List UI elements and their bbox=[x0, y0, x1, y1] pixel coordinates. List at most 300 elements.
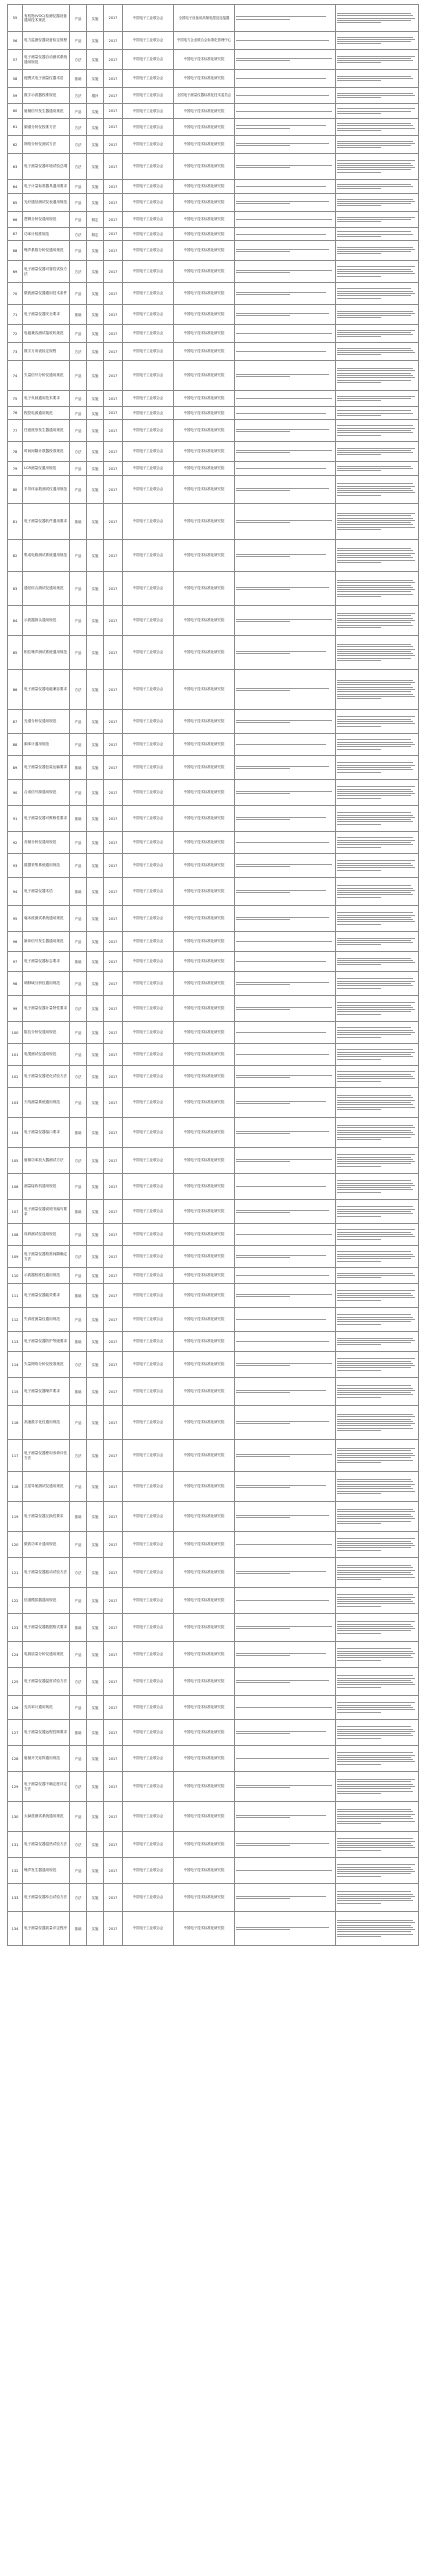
illegible-text-line bbox=[337, 589, 415, 590]
drafting-unit-cell: 中国电子技术标准化研究院 bbox=[174, 1378, 235, 1406]
work-status-cell: 实施 bbox=[87, 636, 104, 670]
illegible-text-line bbox=[337, 1621, 415, 1622]
illegible-text-line bbox=[236, 720, 332, 721]
row-number-cell: 93 bbox=[8, 854, 23, 878]
table-row bbox=[8, 1332, 419, 1352]
illegible-text-line bbox=[337, 1365, 415, 1366]
illegible-text-line bbox=[337, 13, 411, 14]
row-number-cell: 112 bbox=[8, 1308, 23, 1332]
illegible-text-line bbox=[337, 921, 415, 922]
illegible-text-line bbox=[337, 368, 413, 369]
illegible-text-line bbox=[236, 1131, 329, 1132]
plan-year-cell: 2017 bbox=[104, 180, 123, 194]
illegible-text-line bbox=[337, 892, 411, 893]
standard-name-cell: LCR测量仪通用规范 bbox=[23, 462, 70, 476]
illegible-text-line bbox=[236, 866, 290, 867]
row-number-cell: 119 bbox=[8, 1502, 23, 1532]
illegible-text-line bbox=[337, 582, 415, 583]
illegible-text-line bbox=[236, 1363, 332, 1364]
standard-name-cell: 音频分析仪通用规范 bbox=[23, 832, 70, 854]
scope-text-cell bbox=[235, 1912, 336, 1946]
table-row bbox=[8, 1858, 419, 1884]
row-number-cell: 79 bbox=[8, 462, 23, 476]
illegible-text-line bbox=[236, 1294, 332, 1295]
standard-name-cell: 电子测量仪器振动试验方法 bbox=[23, 1558, 70, 1588]
row-number-cell: 95 bbox=[8, 906, 23, 932]
scope-text-cell bbox=[235, 1174, 336, 1200]
plan-year-cell: 2017 bbox=[104, 1614, 123, 1642]
illegible-text-line bbox=[337, 1448, 415, 1449]
illegible-text-line bbox=[337, 1192, 381, 1193]
drafting-unit-cell: 中国电子技术标准化研究院 bbox=[174, 1772, 235, 1802]
illegible-text-line bbox=[337, 1078, 415, 1079]
work-status-cell: 实施 bbox=[87, 391, 104, 407]
illegible-text-line bbox=[236, 1275, 329, 1276]
illegible-text-line bbox=[337, 18, 415, 19]
responsible-organization-cell: 中国电子工业联合会 bbox=[123, 1802, 174, 1832]
row-number-cell: 59 bbox=[8, 88, 23, 104]
work-status-cell: 实施 bbox=[87, 1912, 104, 1946]
table-row bbox=[8, 952, 419, 972]
illegible-text-line bbox=[337, 1416, 415, 1417]
standard-name-cell: 集成电路测试系统通用规范 bbox=[23, 540, 70, 572]
illegible-text-line bbox=[236, 554, 326, 555]
illegible-text-line bbox=[337, 123, 411, 124]
illegible-text-line bbox=[236, 1454, 332, 1455]
scope-text-cell bbox=[235, 878, 336, 906]
drafting-unit-cell: 中国电子技术标准化研究院 bbox=[174, 606, 235, 636]
illegible-text-line bbox=[337, 483, 413, 484]
illegible-text-line bbox=[337, 742, 413, 743]
responsible-organization-cell: 中国电子工业联合会 bbox=[123, 1502, 174, 1532]
drafting-unit-cell: 中国电子技术标准化研究院 bbox=[174, 1332, 235, 1352]
table-row bbox=[8, 1088, 419, 1118]
responsible-organization-cell: 中国电子工业联合会 bbox=[123, 780, 174, 806]
illegible-text-line bbox=[337, 1712, 381, 1713]
illegible-text-line bbox=[236, 982, 329, 983]
scope-text-cell bbox=[235, 1406, 336, 1440]
drafting-unit-cell: 中国电子技术标准化研究院 bbox=[174, 734, 235, 756]
illegible-text-line bbox=[337, 291, 413, 292]
work-status-cell: 制定 bbox=[87, 212, 104, 228]
illegible-text-line bbox=[337, 1648, 411, 1649]
drafting-unit-cell: 中国电子技术标准化研究院 bbox=[174, 1802, 235, 1832]
responsible-organization-cell: 中国电子工业联合会 bbox=[123, 32, 174, 50]
illegible-text-line bbox=[337, 234, 413, 235]
table-row bbox=[8, 636, 419, 670]
illegible-text-line bbox=[236, 892, 290, 893]
table-row bbox=[8, 1148, 419, 1174]
scope-text-cell bbox=[235, 420, 336, 442]
row-number-cell: 101 bbox=[8, 1044, 23, 1066]
illegible-text-line bbox=[236, 111, 332, 112]
standard-name-cell: 数据采集系统通用规范 bbox=[23, 854, 70, 878]
illegible-text-line bbox=[337, 719, 411, 720]
plan-year-cell: 2017 bbox=[104, 1268, 123, 1284]
scope-text-cell bbox=[235, 283, 336, 305]
standard-name-cell: 微波功率计通用规范 bbox=[23, 1532, 70, 1558]
drafting-unit-cell: 中国电子技术标准化研究院 bbox=[174, 180, 235, 194]
work-status-cell: 实施 bbox=[87, 878, 104, 906]
table-row bbox=[8, 1642, 419, 1668]
illegible-text-line bbox=[337, 1300, 381, 1301]
table-row bbox=[8, 1066, 419, 1088]
illegible-text-line bbox=[337, 1786, 415, 1787]
table-row bbox=[8, 1884, 419, 1912]
illegible-text-line bbox=[337, 1920, 413, 1921]
illegible-text-line bbox=[337, 938, 415, 939]
illegible-text-line bbox=[337, 769, 413, 770]
scope-text-cell bbox=[235, 1532, 336, 1558]
illegible-text-line bbox=[236, 78, 326, 79]
drafting-unit-cell: 中国电子技术标准化研究院 bbox=[174, 154, 235, 180]
illegible-text-line bbox=[337, 1655, 411, 1656]
drafting-unit-cell: 中国电子技术标准化研究院 bbox=[174, 906, 235, 932]
main-content-text-cell bbox=[336, 1858, 419, 1884]
main-content-text-cell bbox=[336, 1440, 419, 1472]
illegible-text-line bbox=[337, 251, 411, 252]
illegible-text-line bbox=[337, 221, 381, 222]
standard-name-cell: 电子测量仪器质量评定程序 bbox=[23, 1912, 70, 1946]
row-number-cell: 106 bbox=[8, 1174, 23, 1200]
illegible-text-line bbox=[337, 435, 381, 436]
illegible-text-line bbox=[337, 527, 415, 528]
illegible-text-line bbox=[337, 620, 415, 621]
illegible-text-line bbox=[337, 1597, 415, 1598]
plan-year-cell: 2017 bbox=[104, 1884, 123, 1912]
standard-type-cell: 方法 bbox=[70, 50, 87, 70]
plan-year-cell: 2017 bbox=[104, 70, 123, 88]
table-row bbox=[8, 325, 419, 343]
illegible-text-line bbox=[337, 1675, 413, 1676]
plan-year-cell: 2017 bbox=[104, 972, 123, 996]
table-row bbox=[8, 32, 419, 50]
illegible-text-line bbox=[337, 744, 415, 745]
illegible-text-line bbox=[236, 1485, 326, 1486]
illegible-text-line bbox=[337, 958, 411, 959]
responsible-organization-cell: 中国电子工业联合会 bbox=[123, 710, 174, 734]
standard-type-cell: 基础 bbox=[70, 1912, 87, 1946]
illegible-text-line bbox=[236, 1898, 290, 1899]
standard-name-cell: 网络分析仪测试方法 bbox=[23, 136, 70, 154]
illegible-text-line bbox=[236, 1571, 326, 1572]
main-content-text-cell bbox=[336, 343, 419, 361]
standard-type-cell: 基础 bbox=[70, 1502, 87, 1532]
illegible-text-line bbox=[236, 688, 329, 689]
illegible-text-line bbox=[337, 415, 381, 416]
scope-text-cell bbox=[235, 1502, 336, 1532]
illegible-text-line bbox=[337, 716, 415, 717]
standard-name-cell: 相位噪声测试系统通用规范 bbox=[23, 636, 70, 670]
illegible-text-line bbox=[337, 1344, 381, 1345]
main-content-text-cell bbox=[336, 1200, 419, 1224]
table-row bbox=[8, 1614, 419, 1642]
table-row bbox=[8, 972, 419, 996]
illegible-text-line bbox=[236, 1817, 290, 1818]
standard-type-cell: 产品 bbox=[70, 1174, 87, 1200]
row-number-cell: 76 bbox=[8, 407, 23, 420]
illegible-text-line bbox=[337, 425, 413, 426]
illegible-text-line bbox=[337, 1319, 415, 1320]
plan-year-cell: 2017 bbox=[104, 1858, 123, 1884]
drafting-unit-cell: 中国电子技术标准化研究院 bbox=[174, 1148, 235, 1174]
illegible-text-line bbox=[337, 205, 381, 206]
illegible-text-line bbox=[337, 22, 381, 23]
table-row bbox=[8, 1174, 419, 1200]
work-status-cell: 实施 bbox=[87, 1352, 104, 1378]
illegible-text-line bbox=[236, 1159, 332, 1160]
row-number-cell: 62 bbox=[8, 136, 23, 154]
illegible-text-line bbox=[337, 625, 413, 626]
illegible-text-line bbox=[337, 1781, 411, 1782]
plan-year-cell: 2017 bbox=[104, 1308, 123, 1332]
scope-text-cell bbox=[235, 154, 336, 180]
standard-type-cell: 方法 bbox=[70, 1832, 87, 1858]
illegible-text-line bbox=[337, 863, 411, 864]
main-content-text-cell bbox=[336, 878, 419, 906]
plan-year-cell: 2017 bbox=[104, 670, 123, 710]
responsible-organization-cell: 中国电子工业联合会 bbox=[123, 1884, 174, 1912]
table-row bbox=[8, 1802, 419, 1832]
work-status-cell: 实施 bbox=[87, 1088, 104, 1118]
plan-year-cell: 2017 bbox=[104, 540, 123, 572]
illegible-text-line bbox=[337, 1027, 411, 1028]
illegible-text-line bbox=[337, 1185, 415, 1186]
illegible-text-line bbox=[337, 726, 381, 727]
table-row bbox=[8, 119, 419, 136]
illegible-text-line bbox=[337, 591, 411, 592]
responsible-organization-cell: 中国电子工业联合会 bbox=[123, 1472, 174, 1502]
standard-type-cell: 产品 bbox=[70, 476, 87, 504]
standard-name-cell: 电子测量仪器能效要求 bbox=[23, 1284, 70, 1308]
drafting-unit-cell: 中国电子技术标准化研究院 bbox=[174, 1174, 235, 1200]
illegible-text-line bbox=[236, 201, 329, 202]
plan-year-cell: 2017 bbox=[104, 1440, 123, 1472]
scope-text-cell bbox=[235, 1378, 336, 1406]
illegible-text-line bbox=[337, 694, 413, 695]
scope-text-cell bbox=[235, 734, 336, 756]
responsible-organization-cell: 中国电子工业联合会 bbox=[123, 1912, 174, 1946]
illegible-text-line bbox=[337, 1425, 411, 1426]
illegible-text-line bbox=[337, 1518, 415, 1519]
standard-name-cell: 电子计量标准器具通用要求 bbox=[23, 180, 70, 194]
illegible-text-line bbox=[236, 128, 290, 129]
main-content-text-cell bbox=[336, 636, 419, 670]
responsible-organization-cell: 中国电子工业联合会 bbox=[123, 1224, 174, 1246]
standard-name-cell: 功率计校准规范 bbox=[23, 228, 70, 241]
illegible-text-line bbox=[236, 1515, 329, 1516]
main-content-text-cell bbox=[336, 32, 419, 50]
row-number-cell: 117 bbox=[8, 1440, 23, 1472]
illegible-text-line bbox=[337, 1687, 381, 1688]
illegible-text-line bbox=[337, 865, 413, 866]
table-row bbox=[8, 932, 419, 952]
plan-year-cell: 2017 bbox=[104, 104, 123, 119]
illegible-text-line bbox=[236, 1007, 332, 1008]
main-content-text-cell bbox=[336, 1502, 419, 1532]
work-status-cell: 实施 bbox=[87, 1696, 104, 1720]
illegible-text-line bbox=[337, 93, 413, 94]
illegible-text-line bbox=[236, 619, 332, 620]
illegible-text-line bbox=[337, 1428, 413, 1429]
main-content-text-cell bbox=[336, 1332, 419, 1352]
work-status-cell: 实施 bbox=[87, 734, 104, 756]
main-content-text-cell bbox=[336, 780, 419, 806]
illegible-text-line bbox=[236, 95, 329, 96]
illegible-text-line bbox=[337, 1757, 411, 1758]
illegible-text-line bbox=[337, 870, 381, 871]
table-row bbox=[8, 1668, 419, 1696]
row-number-cell: 134 bbox=[8, 1912, 23, 1946]
illegible-text-line bbox=[337, 557, 413, 558]
illegible-text-line bbox=[337, 1125, 413, 1126]
illegible-text-line bbox=[337, 165, 413, 166]
main-content-text-cell bbox=[336, 1378, 419, 1406]
plan-year-cell: 2017 bbox=[104, 1066, 123, 1088]
illegible-text-line bbox=[236, 488, 329, 489]
illegible-text-line bbox=[337, 1814, 415, 1815]
table-row bbox=[8, 104, 419, 119]
row-number-cell: 113 bbox=[8, 1332, 23, 1352]
standard-name-cell: 半导体参数测试仪通用规范 bbox=[23, 476, 70, 504]
illegible-text-line bbox=[337, 793, 415, 794]
illegible-text-line bbox=[236, 251, 290, 252]
drafting-unit-cell: 中国电子技术标准化研究院 bbox=[174, 1614, 235, 1642]
drafting-unit-cell: 中国电子技术标准化研究院 bbox=[174, 1472, 235, 1502]
illegible-text-line bbox=[236, 520, 332, 521]
row-number-cell: 109 bbox=[8, 1246, 23, 1268]
illegible-text-line bbox=[236, 722, 290, 723]
illegible-text-line bbox=[337, 1929, 415, 1930]
illegible-text-line bbox=[236, 143, 329, 144]
standard-type-cell: 基础 bbox=[70, 504, 87, 540]
plan-year-cell: 2017 bbox=[104, 1802, 123, 1832]
plan-year-cell: 2017 bbox=[104, 391, 123, 407]
drafting-unit-cell: 中国电子技术标准化研究院 bbox=[174, 1268, 235, 1284]
scope-text-cell bbox=[235, 194, 336, 212]
illegible-text-line bbox=[337, 1927, 413, 1928]
drafting-unit-cell: 中国电子技术标准化研究院 bbox=[174, 1022, 235, 1044]
illegible-text-line bbox=[337, 585, 411, 586]
illegible-text-line bbox=[337, 1509, 413, 1510]
standard-type-cell: 基础 bbox=[70, 1332, 87, 1352]
illegible-text-line bbox=[236, 1133, 290, 1134]
illegible-text-line bbox=[337, 1660, 381, 1661]
responsible-organization-cell: 中国电子工业联合会 bbox=[123, 636, 174, 670]
main-content-text-cell bbox=[336, 540, 419, 572]
illegible-text-line bbox=[236, 1733, 290, 1734]
standard-name-cell: 电磁兼容测试接收机规范 bbox=[23, 325, 70, 343]
plan-year-cell: 2017 bbox=[104, 1174, 123, 1200]
table-row bbox=[8, 241, 419, 261]
work-status-cell: 实施 bbox=[87, 5, 104, 32]
responsible-organization-cell: 中国电子工业联合会 bbox=[123, 407, 174, 420]
responsible-organization-cell: 中国电子工业联合会 bbox=[123, 1148, 174, 1174]
illegible-text-line bbox=[337, 651, 411, 652]
illegible-text-line bbox=[337, 548, 411, 549]
scope-text-cell bbox=[235, 1696, 336, 1720]
table-row bbox=[8, 1532, 419, 1558]
standard-type-cell: 产品 bbox=[70, 420, 87, 442]
work-status-cell: 实施 bbox=[87, 407, 104, 420]
standard-name-cell: 误码测试仪通用规范 bbox=[23, 1224, 70, 1246]
illegible-text-line bbox=[337, 767, 411, 768]
standard-name-cell: 电子测量仪器远程控制要求 bbox=[23, 1720, 70, 1746]
row-number-cell: 96 bbox=[8, 932, 23, 952]
illegible-text-line bbox=[337, 1541, 411, 1542]
illegible-text-line bbox=[236, 60, 290, 61]
responsible-organization-cell: 中国电子工业联合会 bbox=[123, 606, 174, 636]
row-number-cell: 70 bbox=[8, 283, 23, 305]
illegible-text-line bbox=[236, 1680, 329, 1681]
scope-text-cell bbox=[235, 540, 336, 572]
standard-name-cell: 电子测量仪器互换性要求 bbox=[23, 1502, 70, 1532]
responsible-organization-cell: 中国电子工业联合会 bbox=[123, 1308, 174, 1332]
illegible-text-line bbox=[236, 490, 290, 491]
illegible-text-line bbox=[337, 143, 415, 144]
illegible-text-line bbox=[337, 964, 381, 965]
illegible-text-line bbox=[337, 1275, 415, 1276]
plan-year-cell: 2017 bbox=[104, 305, 123, 325]
responsible-organization-cell: 中国电子工业联合会 bbox=[123, 391, 174, 407]
standard-name-cell: 电子测量仪器说明书编写要求 bbox=[23, 1200, 70, 1224]
illegible-text-line bbox=[337, 1370, 381, 1371]
illegible-text-line bbox=[337, 772, 381, 773]
illegible-text-line bbox=[337, 160, 415, 161]
main-content-text-cell bbox=[336, 5, 419, 32]
drafting-unit-cell: 全国电子测量仪器标准化技术委员会 bbox=[174, 88, 235, 104]
illegible-text-line bbox=[337, 985, 413, 986]
standard-type-cell: 产品 bbox=[70, 1022, 87, 1044]
responsible-organization-cell: 中国电子工业联合会 bbox=[123, 1066, 174, 1088]
standard-type-cell: 基础 bbox=[70, 1614, 87, 1642]
illegible-text-line bbox=[337, 723, 415, 724]
drafting-unit-cell: 中国电子技术标准化研究院 bbox=[174, 283, 235, 305]
row-number-cell: 91 bbox=[8, 806, 23, 832]
illegible-text-line bbox=[236, 653, 290, 654]
drafting-unit-cell: 中国电子技术标准化研究院 bbox=[174, 1746, 235, 1772]
drafting-unit-cell: 中国电子技术标准化研究院 bbox=[174, 104, 235, 119]
table-row bbox=[8, 212, 419, 228]
illegible-text-line bbox=[337, 313, 415, 314]
work-status-cell: 实施 bbox=[87, 50, 104, 70]
illegible-text-line bbox=[236, 376, 290, 377]
scope-text-cell bbox=[235, 1044, 336, 1066]
main-content-text-cell bbox=[336, 832, 419, 854]
illegible-text-line bbox=[337, 410, 411, 411]
table-row bbox=[8, 361, 419, 391]
standards-table-sheet bbox=[7, 4, 419, 1946]
illegible-text-line bbox=[236, 917, 329, 918]
illegible-text-line bbox=[236, 234, 326, 235]
table-row bbox=[8, 476, 419, 504]
main-content-text-cell bbox=[336, 670, 419, 710]
plan-year-cell: 2017 bbox=[104, 1406, 123, 1440]
illegible-text-line bbox=[337, 400, 381, 401]
illegible-text-line bbox=[337, 819, 411, 820]
table-row bbox=[8, 1378, 419, 1406]
illegible-text-line bbox=[337, 1074, 411, 1075]
illegible-text-line bbox=[337, 298, 381, 299]
standard-name-cell: 频率计通用规范 bbox=[23, 734, 70, 756]
work-status-cell: 实施 bbox=[87, 952, 104, 972]
illegible-text-line bbox=[337, 646, 413, 647]
work-status-cell: 实施 bbox=[87, 343, 104, 361]
work-status-cell: 实施 bbox=[87, 1148, 104, 1174]
illegible-text-line bbox=[337, 76, 411, 77]
illegible-text-line bbox=[337, 1261, 381, 1262]
illegible-text-line bbox=[337, 978, 413, 979]
